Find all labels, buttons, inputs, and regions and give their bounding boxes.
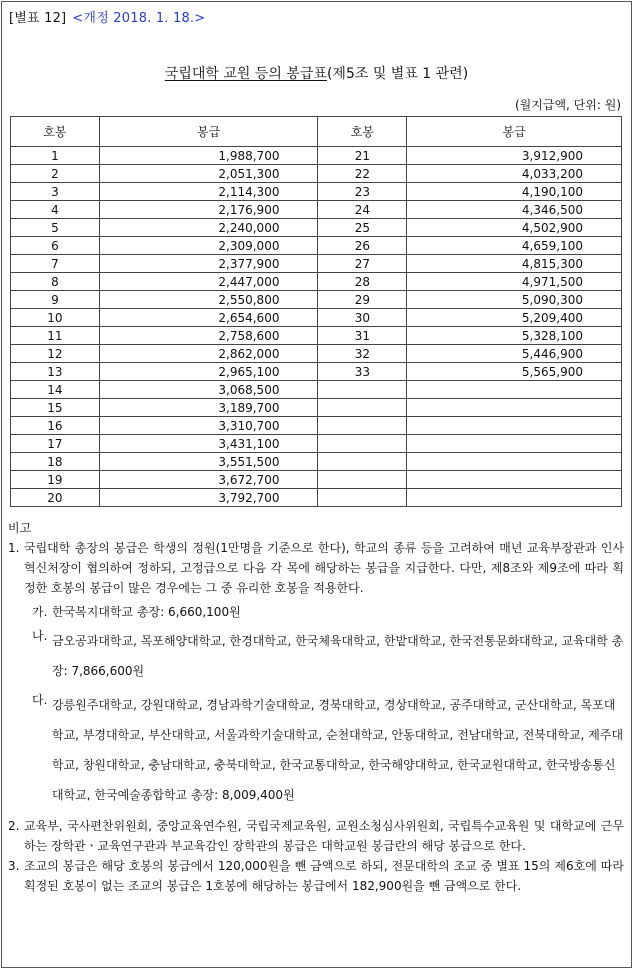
note-text: 조교의 봉급은 해당 호봉의 봉급에서 120,000원을 뺀 금액으로 하되, 전문대학의 조교 중 별표 15의 제6호에 따라 획정된 호봉이 없는 조교의 봉급은 1호봉에 해당하는 봉급에서 182,900원을 뺀 금액으로 한다. [24,859,624,893]
table-row [11,363,622,381]
note-text: 국립대학 총장의 봉급은 학생의 정원(1만명을 기준으로 한다), 학교의 종류 등을 고려하여 매년 교육부장관과 인사혁신처장이 협의하여 정하되, 고정급으로 다음 각 목에 해당하는 봉급을 지급한다. 다만, 제8조와 제9조에 따라 획정한 호봉의 봉급이 많은 경우에는 그 중 유리한 호봉을 적용한다. [24,541,624,595]
step-cell [318,435,407,453]
salary-cell: 3,310,700 [99,417,318,435]
salary-cell [407,453,622,471]
salary-cell: 4,502,900 [407,219,622,237]
step-cell: 11 [11,327,100,345]
annex-label: [별표 12] [9,11,67,26]
salary-cell: 3,672,700 [99,471,318,489]
step-cell: 1 [11,147,100,165]
salary-cell: 5,090,300 [407,291,622,309]
note-number: 1. [8,541,20,555]
table-body [11,147,622,507]
subitem-text: 금오공과대학교, 목포해양대학교, 한경대학교, 한국체육대학교, 한밭대학교, 한국전통문화대학교, 교육대학 총장: 7,866,600원 [52,634,624,678]
step-cell: 30 [318,309,407,327]
subitem-label: 다. [32,693,48,707]
salary-cell: 2,377,900 [99,255,318,273]
step-cell: 10 [11,309,100,327]
step-cell: 27 [318,255,407,273]
unit-note: (월지급액, 단위: 원) [515,98,621,112]
step-cell [318,453,407,471]
table-row [11,489,622,507]
salary-cell: 2,240,000 [99,219,318,237]
salary-cell [407,435,622,453]
salary-cell: 5,446,900 [407,345,622,363]
note-number: 3. [8,859,20,873]
salary-cell: 3,068,500 [99,381,318,399]
page-title [0,63,633,83]
header-salary-1: 봉급 [99,117,318,147]
table-row [11,345,622,363]
header-step-2: 호봉 [318,117,407,147]
step-cell: 16 [11,417,100,435]
step-cell: 32 [318,345,407,363]
subitem-text: 한국복지대학교 총장: 6,660,100원 [52,605,241,619]
table-row [11,237,622,255]
step-cell [318,381,407,399]
salary-cell: 4,971,500 [407,273,622,291]
salary-cell: 4,346,500 [407,201,622,219]
salary-cell: 5,565,900 [407,363,622,381]
table-row [11,291,622,309]
salary-cell: 4,033,200 [407,165,622,183]
step-cell: 17 [11,435,100,453]
step-cell: 13 [11,363,100,381]
salary-table [10,116,622,507]
step-cell: 20 [11,489,100,507]
note-item-3 [8,856,624,896]
table-row [11,453,622,471]
step-cell [318,489,407,507]
salary-cell: 3,551,500 [99,453,318,471]
salary-cell: 1,988,700 [99,147,318,165]
salary-cell: 3,189,700 [99,399,318,417]
header-salary-2: 봉급 [407,117,622,147]
step-cell: 24 [318,201,407,219]
salary-cell: 4,815,300 [407,255,622,273]
notes-heading: 비고 [8,521,32,535]
salary-cell: 3,431,100 [99,435,318,453]
salary-cell [407,381,622,399]
table-row [11,327,622,345]
step-cell: 3 [11,183,100,201]
note-item-1 [8,538,624,598]
table-row [11,273,622,291]
step-cell: 6 [11,237,100,255]
salary-cell: 2,176,900 [99,201,318,219]
note-subitem-na [32,626,624,686]
note-subitem-da [32,690,624,810]
table-row [11,417,622,435]
step-cell [318,417,407,435]
salary-cell: 4,659,100 [407,237,622,255]
salary-cell: 2,447,000 [99,273,318,291]
salary-cell: 3,912,900 [407,147,622,165]
table-header-row [11,117,622,147]
step-cell: 23 [318,183,407,201]
subitem-label: 가. [32,605,48,619]
table-row [11,471,622,489]
amendment-date: <개정 2018. 1. 18.> [72,11,206,26]
salary-cell: 4,190,100 [407,183,622,201]
salary-cell: 2,114,300 [99,183,318,201]
step-cell: 2 [11,165,100,183]
step-cell: 21 [318,147,407,165]
step-cell: 8 [11,273,100,291]
salary-cell [407,471,622,489]
step-cell: 12 [11,345,100,363]
table-row [11,219,622,237]
step-cell: 29 [318,291,407,309]
step-cell: 22 [318,165,407,183]
step-cell: 19 [11,471,100,489]
note-number: 2. [8,819,20,833]
salary-cell: 5,209,400 [407,309,622,327]
subitem-label: 나. [32,629,48,643]
table-row [11,183,622,201]
salary-cell [407,399,622,417]
table-row [11,147,622,165]
step-cell: 26 [318,237,407,255]
salary-cell [407,489,622,507]
step-cell: 4 [11,201,100,219]
step-cell: 18 [11,453,100,471]
step-cell: 15 [11,399,100,417]
salary-cell: 2,309,000 [99,237,318,255]
salary-cell: 2,758,600 [99,327,318,345]
subitem-text: 강릉원주대학교, 강원대학교, 경남과학기술대학교, 경북대학교, 경상대학교, 공주대학교, 군산대학교, 목포대학교, 부경대학교, 부산대학교, 서울과학기술대학교, 순천대학교, 안동대학교, 전남대학교, 전북대학교, 제주대학교, 창원대학교, 충남대학교, 충북대학교, 한국교통대학교, 한국해양대학교, 한국교원대학교, 한국방송통신대학교, 한국예술종합학교 총장: 8,009,400원 [52,698,624,802]
table-row [11,255,622,273]
annex-header [9,7,205,26]
table-row [11,399,622,417]
salary-cell [407,417,622,435]
step-cell: 33 [318,363,407,381]
step-cell: 14 [11,381,100,399]
notes-section [8,518,624,896]
note-text: 교육부, 국사편찬위원회, 중앙교육연수원, 국립국제교육원, 교원소청심사위원회, 국립특수교육원 및 대학교에 근무하는 장학관ㆍ교육연구관과 부교육감인 장학관의 봉급은 대학교원 봉급란의 해당 봉급으로 한다. [24,819,624,853]
salary-cell: 2,654,600 [99,309,318,327]
title-reference: (제5조 및 별표 1 관련) [326,66,469,82]
table-row [11,435,622,453]
header-step-1: 호봉 [11,117,100,147]
salary-cell: 3,792,700 [99,489,318,507]
step-cell [318,471,407,489]
salary-cell: 2,862,000 [99,345,318,363]
salary-cell: 2,051,300 [99,165,318,183]
step-cell: 7 [11,255,100,273]
table-row [11,381,622,399]
step-cell: 9 [11,291,100,309]
salary-cell: 5,328,100 [407,327,622,345]
title-main: 국립대학 교원 등의 봉급표 [164,66,327,82]
step-cell: 28 [318,273,407,291]
note-item-2 [8,816,624,856]
table-row [11,309,622,327]
table-row [11,201,622,219]
note-subitem-ga [32,602,624,622]
step-cell: 5 [11,219,100,237]
step-cell: 25 [318,219,407,237]
salary-cell: 2,550,800 [99,291,318,309]
table-row [11,165,622,183]
salary-cell: 2,965,100 [99,363,318,381]
step-cell [318,399,407,417]
step-cell: 31 [318,327,407,345]
